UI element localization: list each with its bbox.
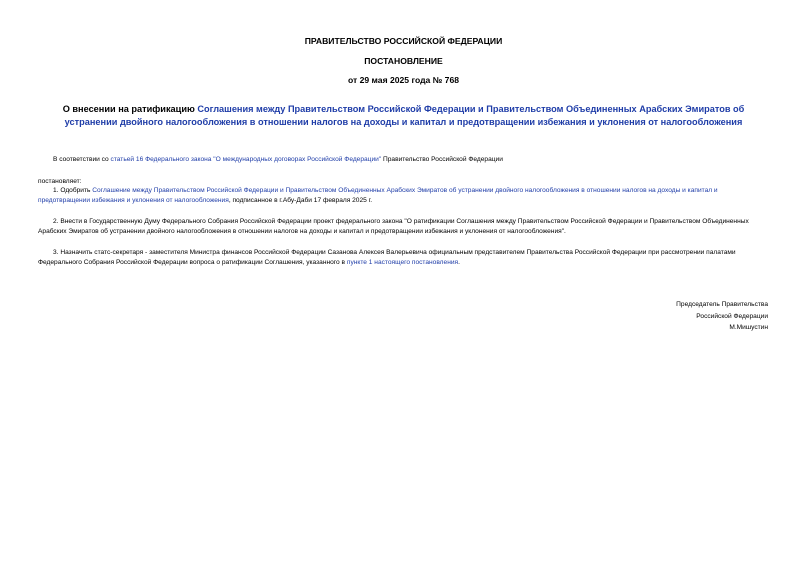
- item-1-reference-link[interactable]: пункте 1 настоящего постановления: [346, 259, 459, 267]
- item-1-paragraph: [38, 186, 771, 207]
- signature-position-line1: Председатель Правительства: [676, 301, 768, 308]
- law-article-link[interactable]: статьей 16 Федерального закона "О международных договорах Российской Федерации": [110, 156, 382, 163]
- government-heading: ПРАВИТЕЛЬСТВО РОССИЙСКОЙ ФЕДЕРАЦИИ: [304, 36, 503, 46]
- document-type-heading: ПОСТАНОВЛЕНИЕ: [364, 56, 443, 66]
- item-2-paragraph: 2. Внести в Государственную Думу Федерального Собрания Российской Федерации проект федерального закона "О ратификации Соглашения между Правительством Российской Федерации и Правительством Объединенных Арабских Эмиратов об устранении двойного налогообложения в отношении налогов на доходы и капитал и предотвращении избежания и уклонения от налогообложения".: [38, 218, 749, 236]
- preamble-suffix: Правительство Российской Федерации: [381, 156, 503, 163]
- title-prefix: О внесении на ратификацию: [62, 104, 198, 114]
- item-1-prefix: 1. Одобрить: [53, 187, 93, 194]
- item-1-suffix: , подписанное в г.Абу-Даби 17 февраля 2025 г.: [228, 197, 373, 205]
- signature-name: М.Мишустин: [729, 324, 768, 331]
- item-3-prefix: 3. Назначить статс-секретаря - заместителя Министра финансов Российской Федерации Сазанова Алексея Валерьевича официальным представителем Правительства Российской Федерации при рассмотрении палатами Федерального Собрания Российской Федерации вопроса о ратификации Соглашения, указанного в: [38, 249, 736, 267]
- agreement-link[interactable]: Соглашение между Правительством Российской Федерации и Правительством Объединенных Арабских Эмиратов об устранении двойного налогообложения в отношении налогов на доходы и капитал и предотвращении избежания и уклонения от налогообложения: [38, 187, 718, 205]
- signature-position-line2: Российской Федерации: [696, 312, 768, 320]
- resolves-text: постановляет:: [38, 178, 82, 185]
- preamble-paragraph: [53, 155, 773, 165]
- preamble-prefix: В соответствии со: [53, 156, 111, 163]
- signature-block: [676, 299, 768, 334]
- agreement-title-link[interactable]: Соглашения между Правительством Российской Федерации и Правительством Объединенных Арабских Эмиратов об устранении двойного налогообложения в отношении налогов на доходы и капитал и предотвращении избежания и уклонения от налогообложения: [64, 104, 745, 127]
- document-title: [40, 103, 767, 128]
- item-3-suffix: .: [458, 259, 460, 267]
- item-3-paragraph: [38, 248, 771, 269]
- date-number-heading: от 29 мая 2025 года № 768: [347, 75, 460, 85]
